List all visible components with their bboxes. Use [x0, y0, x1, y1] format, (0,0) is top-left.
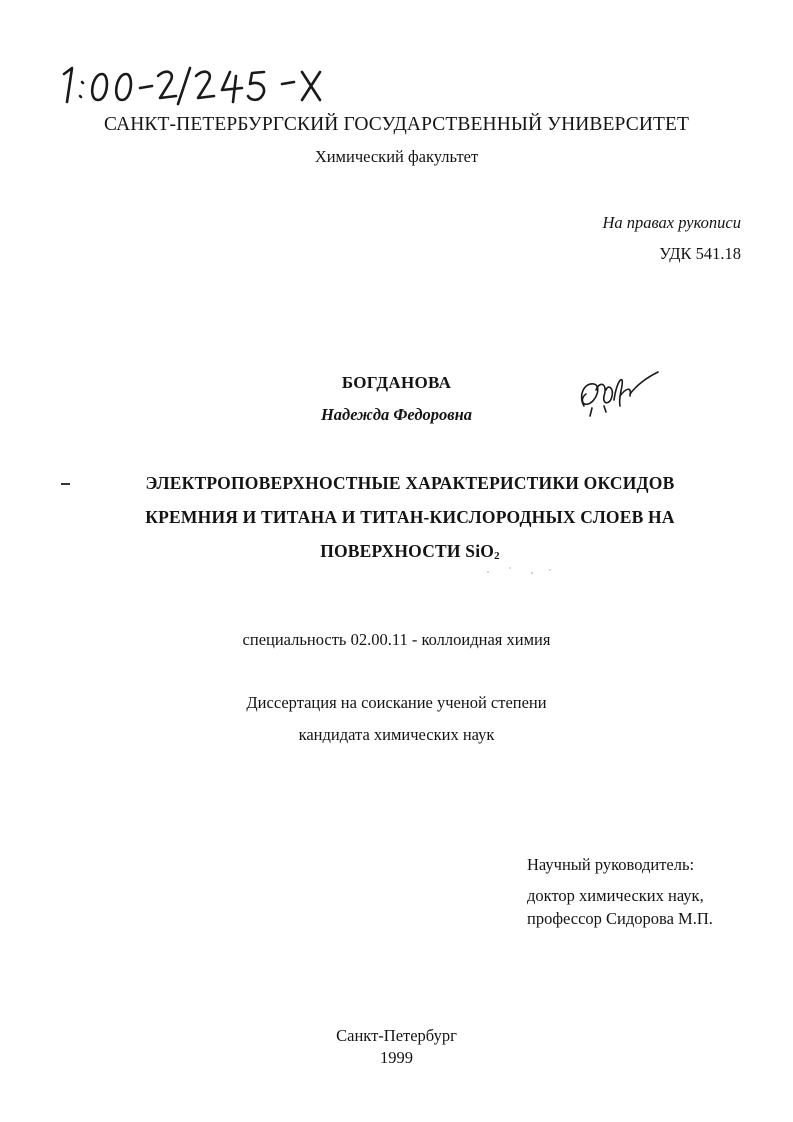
thesis-title-line-1: ЭЛЕКТРОПОВЕРХНОСТНЫЕ ХАРАКТЕРИСТИКИ ОКСИДОВ: [145, 473, 675, 493]
university-name: САНКТ-ПЕТЕРБУРГСКИЙ ГОСУДАРСТВЕННЫЙ УНИВЕРСИТЕТ: [103, 114, 690, 135]
thesis-title: [100, 466, 720, 573]
year: 1999: [380, 1048, 413, 1067]
thesis-title-line-3: [100, 534, 720, 573]
udc-code: УДК 541.18: [659, 244, 741, 263]
author-given-names: Надежда Федоровна: [320, 405, 473, 424]
thesis-title-line-2: КРЕМНИЯ И ТИТАНА И ТИТАН-КИСЛОРОДНЫХ СЛОЕВ НА: [145, 507, 675, 527]
degree-statement-line-1: Диссертация на соискание ученой степени: [246, 693, 547, 712]
advisor-degree: доктор химических наук,: [527, 886, 704, 905]
thesis-title-subscript: 2: [494, 550, 500, 562]
degree-statement-line-2: кандидата химических наук: [298, 725, 495, 744]
thesis-title-line-3-text: ПОВЕРХНОСТИ SiO: [320, 541, 495, 561]
manuscript-rights-note: На правах рукописи: [602, 213, 741, 232]
specialty-line: специальность 02.00.11 - коллоидная химия: [242, 630, 551, 649]
advisor-heading: Научный руководитель:: [527, 855, 695, 874]
author-signature: [574, 366, 664, 426]
margin-dash-mark: [61, 483, 70, 485]
faculty-name: Химический факультет: [314, 147, 479, 166]
city: Санкт-Петербург: [336, 1026, 457, 1045]
advisor-name: профессор Сидорова М.П.: [527, 909, 713, 928]
handwritten-archive-number: [58, 60, 358, 108]
author-surname: БОГДАНОВА: [341, 373, 452, 392]
scan-artifact-dots: [480, 562, 560, 578]
